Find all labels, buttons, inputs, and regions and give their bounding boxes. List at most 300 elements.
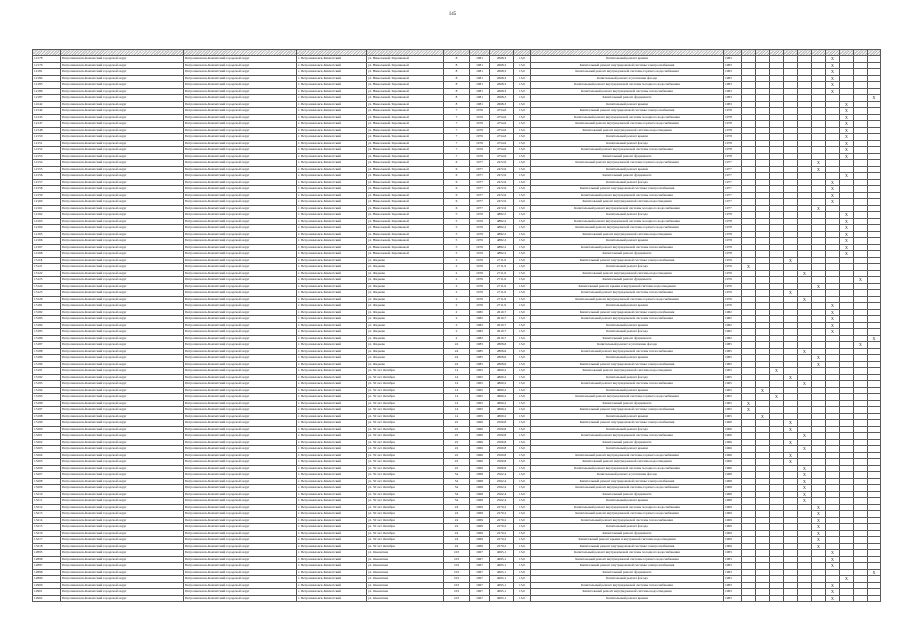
cost-cell: 15,0 bbox=[514, 134, 531, 141]
period-mark-cell: X bbox=[798, 270, 812, 277]
street-cell: ул. Николаевой-Терешковой bbox=[367, 225, 444, 232]
area-cell: 4754,6 bbox=[490, 140, 514, 147]
period-mark-cell: X bbox=[826, 62, 840, 69]
locality-cell: г. Петропавловск-Камчатский bbox=[297, 595, 367, 602]
street-cell: ул. Николаевой-Терешковой bbox=[367, 231, 444, 238]
locality-cell: г. Петропавловск-Камчатский bbox=[297, 264, 367, 271]
plan-year-cell: 1965 bbox=[724, 413, 742, 420]
period-mark-cell: X bbox=[798, 498, 812, 505]
locality-cell: г. Петропавловск-Камчатский bbox=[297, 316, 367, 323]
area-cell: 2472,6 bbox=[490, 179, 514, 186]
work-type-cell: Капитальный ремонт фундамента bbox=[531, 153, 724, 160]
period-mark-cell bbox=[742, 595, 756, 602]
district-cell: Петропавловск-Камчатский городской округ bbox=[61, 433, 184, 440]
construction-year-cell: 1976 bbox=[470, 231, 490, 238]
house-number-cell: 7 bbox=[444, 153, 470, 160]
plan-year-cell: 1978 bbox=[724, 147, 742, 154]
house-number-cell: 54 bbox=[444, 472, 470, 479]
street-cell: ул. Фадеева bbox=[367, 329, 444, 336]
plan-year-cell: 1983 bbox=[724, 75, 742, 82]
plan-year-cell: 1965 bbox=[724, 407, 742, 414]
work-type-cell: Капитальный ремонт и утепление фасада bbox=[531, 75, 724, 82]
work-type-cell: Капитальный ремонт внутридомовой системы горячего водоснабжения bbox=[531, 452, 724, 459]
period-mark-cell bbox=[812, 595, 826, 602]
period-mark-cell: X bbox=[826, 556, 840, 563]
locality-cell: г. Петропавловск-Камчатский bbox=[297, 361, 367, 368]
work-type-cell: Капитальный ремонт крыши bbox=[531, 134, 724, 141]
locality-cell: г. Петропавловск-Камчатский bbox=[297, 95, 367, 102]
locality-cell: г. Петропавловск-Камчатский bbox=[297, 192, 367, 199]
district-cell: Петропавловск-Камчатский городской округ bbox=[61, 524, 184, 531]
municipality-cell: Петропавловск-Камчатский городской округ bbox=[184, 348, 297, 355]
district-cell: Петропавловск-Камчатский городской округ bbox=[61, 140, 184, 147]
house-number-cell: 5 bbox=[444, 244, 470, 251]
house-number-cell: 8 bbox=[444, 88, 470, 95]
work-type-cell: Капитальный ремонт фасада bbox=[531, 264, 724, 271]
work-type-cell: Капитальный ремонт фундамента bbox=[531, 439, 724, 446]
construction-year-cell: 1965 bbox=[470, 387, 490, 394]
area-cell: 2711,9 bbox=[490, 290, 514, 297]
construction-year-cell: 1976 bbox=[470, 270, 490, 277]
work-type-cell: Капитальный ремонт фундамента bbox=[531, 335, 724, 342]
work-type-cell: Капитальный ремонт внутридомовой системы теплоснабжения bbox=[531, 88, 724, 95]
construction-year-cell: 1969 bbox=[470, 537, 490, 544]
plan-year-cell: 1978 bbox=[724, 127, 742, 134]
district-cell: Петропавловск-Камчатский городской округ bbox=[61, 413, 184, 420]
area-cell: 2711,9 bbox=[490, 277, 514, 284]
construction-year-cell: 1976 bbox=[470, 264, 490, 271]
area-cell: 2610,7 bbox=[490, 322, 514, 329]
period-mark-cell: X bbox=[784, 426, 798, 433]
cost-cell: 15,0 bbox=[514, 257, 531, 264]
period-mark-cell: X bbox=[784, 257, 798, 264]
area-cell: 2270,2 bbox=[490, 511, 514, 518]
record-id-cell: 13121 bbox=[33, 264, 61, 271]
period-mark-cell: X bbox=[826, 563, 840, 570]
record-id-cell: 12166 bbox=[33, 238, 61, 245]
district-cell: Петропавловск-Камчатский городской округ bbox=[61, 264, 184, 271]
locality-cell: г. Петропавловск-Камчатский bbox=[297, 387, 367, 394]
construction-year-cell: 1976 bbox=[470, 127, 490, 134]
cost-cell: 15,0 bbox=[514, 563, 531, 570]
street-cell: ул. 50 лет Октября bbox=[367, 387, 444, 394]
plan-year-cell: 1983 bbox=[724, 56, 742, 63]
street-cell: ул. Николаевой-Терешковой bbox=[367, 127, 444, 134]
plan-year-cell: 1983 bbox=[724, 589, 742, 596]
plan-year-cell: 1977 bbox=[724, 186, 742, 193]
municipality-cell: Петропавловск-Камчатский городской округ bbox=[184, 589, 297, 596]
plan-year-cell: 1983 bbox=[724, 82, 742, 89]
cost-cell: 15,0 bbox=[514, 251, 531, 258]
work-type-cell: Капитальный ремонт внутридомовой системы теплоснабжения bbox=[531, 290, 724, 297]
record-id-cell: 13215 bbox=[33, 524, 61, 531]
record-id-cell: 13202 bbox=[33, 439, 61, 446]
period-mark-cell: X bbox=[840, 101, 854, 108]
house-number-cell: 7 bbox=[444, 134, 470, 141]
record-id-cell: 13199 bbox=[33, 420, 61, 427]
work-type-cell: Капитальный ремонт крыши bbox=[531, 498, 724, 505]
house-number-cell: 24 bbox=[444, 524, 470, 531]
construction-year-cell: 1965 bbox=[470, 374, 490, 381]
plan-year-cell: 1982 bbox=[724, 335, 742, 342]
house-number-cell: 22 bbox=[444, 420, 470, 427]
cost-cell: 15,0 bbox=[514, 160, 531, 167]
work-type-cell: Капитальный ремонт крыши bbox=[531, 166, 724, 173]
area-cell: 2668,3 bbox=[490, 75, 514, 82]
locality-cell: г. Петропавловск-Камчатский bbox=[297, 108, 367, 115]
locality-cell: г. Петропавловск-Камчатский bbox=[297, 277, 367, 284]
work-type-cell: Капитальный ремонт внутридомовой системы теплоснабжения bbox=[531, 316, 724, 323]
work-type-cell: Капитальный ремонт фундамента bbox=[531, 491, 724, 498]
cost-cell: 15,0 bbox=[514, 329, 531, 336]
cost-cell: 15,0 bbox=[514, 173, 531, 180]
house-number-cell: 6 bbox=[444, 199, 470, 206]
record-id-cell: 13187 bbox=[33, 342, 61, 349]
street-cell: ул. 50 лет Октября bbox=[367, 485, 444, 492]
construction-year-cell: 1976 bbox=[470, 244, 490, 251]
plan-year-cell: 1978 bbox=[724, 134, 742, 141]
cost-cell: 15,0 bbox=[514, 56, 531, 63]
municipality-cell: Петропавловск-Камчатский городской округ bbox=[184, 355, 297, 362]
period-mark-cell: X bbox=[854, 342, 868, 349]
house-number-cell: 14 bbox=[444, 368, 470, 375]
municipality-cell: Петропавловск-Камчатский городской округ bbox=[184, 335, 297, 342]
record-id-cell: 13196 bbox=[33, 400, 61, 407]
area-cell: 4860,2 bbox=[490, 400, 514, 407]
house-number-cell: 24 bbox=[444, 361, 470, 368]
page-number: 145 bbox=[448, 12, 457, 17]
work-type-cell: Капитальный ремонт внутридомовой системы водоотведения bbox=[531, 199, 724, 206]
street-cell: ул. Николаевой-Терешковой bbox=[367, 69, 444, 76]
period-mark-cell: X bbox=[826, 75, 840, 82]
period-mark-cell: X bbox=[812, 511, 826, 518]
area-cell: 4754,6 bbox=[490, 153, 514, 160]
street-cell: ул. Николаевой-Терешковой bbox=[367, 186, 444, 193]
work-type-cell: Капитальный ремонт крыши bbox=[531, 56, 724, 63]
work-type-cell: Капитальный ремонт внутридомовой системы горячего водоснабжения bbox=[531, 556, 724, 563]
record-id-cell: 13126 bbox=[33, 296, 61, 303]
locality-cell: г. Петропавловск-Камчатский bbox=[297, 329, 367, 336]
cost-cell: 15,0 bbox=[514, 374, 531, 381]
house-number-cell: 103 bbox=[444, 563, 470, 570]
district-cell: Петропавловск-Камчатский городской округ bbox=[61, 576, 184, 583]
district-cell: Петропавловск-Камчатский городской округ bbox=[61, 381, 184, 388]
street-cell: ул. 50 лет Октября bbox=[367, 381, 444, 388]
cost-cell: 15,0 bbox=[514, 283, 531, 290]
street-cell: ул. 50 лет Октября bbox=[367, 368, 444, 375]
plan-year-cell: 1983 bbox=[724, 95, 742, 102]
municipality-cell: Петропавловск-Камчатский городской округ bbox=[184, 459, 297, 466]
municipality-cell: Петропавловск-Камчатский городской округ bbox=[184, 277, 297, 284]
work-type-cell: Капитальный ремонт фасада bbox=[531, 426, 724, 433]
construction-year-cell: 1981 bbox=[470, 75, 490, 82]
house-number-cell: 8 bbox=[444, 69, 470, 76]
district-cell: Петропавловск-Камчатский городской округ bbox=[61, 387, 184, 394]
area-cell: 2562,4 bbox=[490, 472, 514, 479]
period-mark-cell: X bbox=[840, 576, 854, 583]
record-id-cell: 13213 bbox=[33, 511, 61, 518]
area-cell: 4695,1 bbox=[490, 576, 514, 583]
district-cell: Петропавловск-Камчатский городской округ bbox=[61, 569, 184, 576]
locality-cell: г. Петропавловск-Камчатский bbox=[297, 121, 367, 128]
construction-year-cell: 1969 bbox=[470, 504, 490, 511]
area-cell: 4882,2 bbox=[490, 238, 514, 245]
area-cell: 2560,8 bbox=[490, 426, 514, 433]
record-id-cell: 13197 bbox=[33, 407, 61, 414]
locality-cell: г. Петропавловск-Камчатский bbox=[297, 75, 367, 82]
period-mark-cell: X bbox=[840, 127, 854, 134]
district-cell: Петропавловск-Камчатский городской округ bbox=[61, 134, 184, 141]
municipality-cell: Петропавловск-Камчатский городской округ bbox=[184, 82, 297, 89]
municipality-cell: Петропавловск-Камчатский городской округ bbox=[184, 264, 297, 271]
record-id-cell: 12187 bbox=[33, 95, 61, 102]
construction-year-cell: 1982 bbox=[470, 309, 490, 316]
cost-cell: 15,0 bbox=[514, 517, 531, 524]
record-id-cell: 13193 bbox=[33, 381, 61, 388]
municipality-cell: Петропавловск-Камчатский городской округ bbox=[184, 374, 297, 381]
construction-year-cell: 1976 bbox=[470, 296, 490, 303]
period-mark-cell: X bbox=[812, 160, 826, 167]
district-cell: Петропавловск-Камчатский городской округ bbox=[61, 75, 184, 82]
municipality-cell: Петропавловск-Камчатский городской округ bbox=[184, 400, 297, 407]
area-cell: 4754,6 bbox=[490, 114, 514, 121]
plan-year-cell: 1968 bbox=[724, 498, 742, 505]
area-cell: 2562,4 bbox=[490, 491, 514, 498]
plan-year-cell: 1976 bbox=[724, 290, 742, 297]
construction-year-cell: 1977 bbox=[470, 160, 490, 167]
record-id-cell: 13123 bbox=[33, 277, 61, 284]
locality-cell: г. Петропавловск-Камчатский bbox=[297, 140, 367, 147]
period-mark-cell: X bbox=[840, 251, 854, 258]
work-type-cell: Капитальный ремонт внутридомовой системы теплоснабжения bbox=[531, 348, 724, 355]
locality-cell: г. Петропавловск-Камчатский bbox=[297, 270, 367, 277]
locality-cell: г. Петропавловск-Камчатский bbox=[297, 225, 367, 232]
house-number-cell: 14 bbox=[444, 400, 470, 407]
district-cell: Петропавловск-Камчатский городской округ bbox=[61, 589, 184, 596]
plan-year-cell: 1978 bbox=[724, 225, 742, 232]
area-cell: 4860,2 bbox=[490, 413, 514, 420]
locality-cell: г. Петропавловск-Камчатский bbox=[297, 563, 367, 570]
locality-cell: г. Петропавловск-Камчатский bbox=[297, 491, 367, 498]
house-number-cell: 5 bbox=[444, 231, 470, 238]
construction-year-cell: 1967 bbox=[470, 569, 490, 576]
house-number-cell: 7 bbox=[444, 108, 470, 115]
record-id-cell: 12156 bbox=[33, 173, 61, 180]
district-cell: Петропавловск-Камчатский городской округ bbox=[61, 153, 184, 160]
record-id-cell: 12167 bbox=[33, 244, 61, 251]
municipality-cell: Петропавловск-Камчатский городской округ bbox=[184, 485, 297, 492]
plan-year-cell: 1976 bbox=[724, 296, 742, 303]
area-cell: 4695,1 bbox=[490, 569, 514, 576]
cost-cell: 15,0 bbox=[514, 309, 531, 316]
period-mark-cell: X bbox=[868, 95, 881, 102]
cost-cell: 15,0 bbox=[514, 420, 531, 427]
work-type-cell: Капитальный ремонт фундамента bbox=[531, 400, 724, 407]
period-mark-cell: X bbox=[826, 329, 840, 336]
plan-year-cell: 1983 bbox=[724, 101, 742, 108]
house-number-cell: 103 bbox=[444, 550, 470, 557]
cost-cell: 15,0 bbox=[514, 407, 531, 414]
period-mark-cell: X bbox=[812, 530, 826, 537]
area-cell: 4695,1 bbox=[490, 595, 514, 602]
locality-cell: г. Петропавловск-Камчатский bbox=[297, 556, 367, 563]
period-mark-cell: X bbox=[812, 361, 826, 368]
street-cell: ул. 50 лет Октября bbox=[367, 543, 444, 550]
construction-year-cell: 1976 bbox=[470, 257, 490, 264]
plan-year-cell: 1969 bbox=[724, 530, 742, 537]
locality-cell: г. Петропавловск-Камчатский bbox=[297, 524, 367, 531]
district-cell: Петропавловск-Камчатский городской округ bbox=[61, 95, 184, 102]
municipality-cell: Петропавловск-Камчатский городской округ bbox=[184, 296, 297, 303]
street-cell: ул. Фадеева bbox=[367, 277, 444, 284]
work-type-cell: Капитальный ремонт внутридомовой системы теплоснабжения bbox=[531, 517, 724, 524]
house-number-cell: 22 bbox=[444, 465, 470, 472]
period-mark-cell: X bbox=[840, 114, 854, 121]
record-id-cell: 12162 bbox=[33, 212, 61, 219]
district-cell: Петропавловск-Камчатский городской округ bbox=[61, 329, 184, 336]
house-number-cell: 24 bbox=[444, 543, 470, 550]
plan-year-cell: 1969 bbox=[724, 504, 742, 511]
cost-cell: 15,0 bbox=[514, 361, 531, 368]
construction-year-cell: 1982 bbox=[470, 329, 490, 336]
street-cell: ул. Океанская bbox=[367, 556, 444, 563]
cost-cell: 15,0 bbox=[514, 394, 531, 401]
municipality-cell: Петропавловск-Камчатский городской округ bbox=[184, 316, 297, 323]
municipality-cell: Петропавловск-Камчатский городской округ bbox=[184, 537, 297, 544]
district-cell: Петропавловск-Камчатский городской округ bbox=[61, 420, 184, 427]
house-number-cell: 2 bbox=[444, 277, 470, 284]
record-id-cell: 12157 bbox=[33, 179, 61, 186]
cost-cell: 15,0 bbox=[514, 446, 531, 453]
construction-year-cell: 1965 bbox=[470, 368, 490, 375]
area-cell: 2270,2 bbox=[490, 537, 514, 544]
cost-cell: 15,0 bbox=[514, 582, 531, 589]
record-id-cell: 12163 bbox=[33, 218, 61, 225]
area-cell: 2472,6 bbox=[490, 192, 514, 199]
street-cell: ул. Николаевой-Терешковой bbox=[367, 205, 444, 212]
plan-year-cell: 1977 bbox=[724, 173, 742, 180]
municipality-cell: Петропавловск-Камчатский городской округ bbox=[184, 407, 297, 414]
house-number-cell: 6 bbox=[444, 186, 470, 193]
construction-year-cell: 1968 bbox=[470, 485, 490, 492]
area-cell: 2668,3 bbox=[490, 101, 514, 108]
plan-year-cell: 1965 bbox=[724, 381, 742, 388]
cost-cell: 15,0 bbox=[514, 179, 531, 186]
plan-year-cell: 1965 bbox=[724, 374, 742, 381]
street-cell: ул. Николаевой-Терешковой bbox=[367, 114, 444, 121]
period-mark-cell: X bbox=[742, 400, 756, 407]
locality-cell: г. Петропавловск-Камчатский bbox=[297, 400, 367, 407]
construction-year-cell: 1969 bbox=[470, 530, 490, 537]
work-type-cell: Капитальный ремонт фасада bbox=[531, 179, 724, 186]
record-id-cell: 13211 bbox=[33, 498, 61, 505]
house-number-cell: 5 bbox=[444, 238, 470, 245]
construction-year-cell: 1985 bbox=[470, 348, 490, 355]
locality-cell: г. Петропавловск-Камчатский bbox=[297, 420, 367, 427]
municipality-cell: Петропавловск-Камчатский городской округ bbox=[184, 446, 297, 453]
municipality-cell: Петропавловск-Камчатский городской округ bbox=[184, 413, 297, 420]
locality-cell: г. Петропавловск-Камчатский bbox=[297, 153, 367, 160]
street-cell: ул. Фадеева bbox=[367, 348, 444, 355]
plan-year-cell: 1977 bbox=[724, 205, 742, 212]
street-cell: ул. Николаевой-Терешковой bbox=[367, 238, 444, 245]
district-cell: Петропавловск-Камчатский городской округ bbox=[61, 394, 184, 401]
record-id-cell: 13194 bbox=[33, 387, 61, 394]
record-id-cell: 13206 bbox=[33, 465, 61, 472]
period-mark-cell: X bbox=[868, 335, 881, 342]
municipality-cell: Петропавловск-Камчатский городской округ bbox=[184, 433, 297, 440]
locality-cell: г. Петропавловск-Камчатский bbox=[297, 309, 367, 316]
area-cell: 2808,6 bbox=[490, 348, 514, 355]
locality-cell: г. Петропавловск-Камчатский bbox=[297, 199, 367, 206]
locality-cell: г. Петропавловск-Камчатский bbox=[297, 439, 367, 446]
district-cell: Петропавловск-Камчатский городской округ bbox=[61, 69, 184, 76]
municipality-cell: Петропавловск-Камчатский городской округ bbox=[184, 563, 297, 570]
cost-cell: 15,0 bbox=[514, 75, 531, 82]
street-cell: ул. 50 лет Октября bbox=[367, 452, 444, 459]
street-cell: ул. 50 лет Октября bbox=[367, 426, 444, 433]
record-id-cell: 12900 bbox=[33, 582, 61, 589]
area-cell: 4882,2 bbox=[490, 231, 514, 238]
work-type-cell: Капитальный ремонт внутридомовой системы электроснабжения bbox=[531, 563, 724, 570]
plan-year-cell: 1966 bbox=[724, 426, 742, 433]
street-cell: ул. Океанская bbox=[367, 589, 444, 596]
locality-cell: г. Петропавловск-Камчатский bbox=[297, 88, 367, 95]
area-cell: 4754,6 bbox=[490, 134, 514, 141]
work-type-cell: Капитальный ремонт внутридомовой системы водоотведения bbox=[531, 127, 724, 134]
record-id-cell: 13185 bbox=[33, 329, 61, 336]
house-number-cell: 5 bbox=[444, 225, 470, 232]
period-mark-cell: X bbox=[840, 173, 854, 180]
work-type-cell: Капитальный ремонт крыши bbox=[531, 387, 724, 394]
area-cell: 4695,1 bbox=[490, 582, 514, 589]
street-cell: ул. Николаевой-Терешковой bbox=[367, 212, 444, 219]
cost-cell: 15,0 bbox=[514, 82, 531, 89]
street-cell: ул. Николаевой-Терешковой bbox=[367, 82, 444, 89]
work-type-cell: Капитальный ремонт крыши и внутренней системы водоотведения bbox=[531, 537, 724, 544]
work-type-cell: Капитальный ремонт крыши bbox=[531, 303, 724, 310]
period-mark-cell: X bbox=[812, 517, 826, 524]
locality-cell: г. Петропавловск-Камчатский bbox=[297, 160, 367, 167]
work-type-cell: Капитальный ремонт внутридомовой системы теплоснабжения bbox=[531, 381, 724, 388]
house-number-cell: 7 bbox=[444, 114, 470, 121]
house-number-cell: 24 bbox=[444, 517, 470, 524]
municipality-cell: Петропавловск-Камчатский городской округ bbox=[184, 517, 297, 524]
house-number-cell: 103 bbox=[444, 569, 470, 576]
district-cell: Петропавловск-Камчатский городской округ bbox=[61, 426, 184, 433]
municipality-cell: Петропавловск-Камчатский городской округ bbox=[184, 550, 297, 557]
period-mark-cell: X bbox=[826, 550, 840, 557]
work-type-cell: Капитальный ремонт крыши bbox=[531, 595, 724, 602]
construction-year-cell: 1965 bbox=[470, 413, 490, 420]
locality-cell: г. Петропавловск-Камчатский bbox=[297, 589, 367, 596]
municipality-cell: Петропавловск-Камчатский городской округ bbox=[184, 238, 297, 245]
locality-cell: г. Петропавловск-Камчатский bbox=[297, 550, 367, 557]
construction-year-cell: 1976 bbox=[470, 153, 490, 160]
cost-cell: 15,0 bbox=[514, 101, 531, 108]
construction-year-cell: 1976 bbox=[470, 134, 490, 141]
district-cell: Петропавловск-Камчатский городской округ bbox=[61, 407, 184, 414]
locality-cell: г. Петропавловск-Камчатский bbox=[297, 569, 367, 576]
work-type-cell: Капитальный ремонт фундамента bbox=[531, 277, 724, 284]
district-cell: Петропавловск-Камчатский городской округ bbox=[61, 108, 184, 115]
area-cell: 2711,9 bbox=[490, 296, 514, 303]
construction-year-cell: 1977 bbox=[470, 173, 490, 180]
area-cell: 2668,3 bbox=[490, 95, 514, 102]
work-type-cell: Капитальный ремонт внутридомовой системы электроснабжения bbox=[531, 62, 724, 69]
municipality-cell: Петропавловск-Камчатский городской округ bbox=[184, 199, 297, 206]
area-cell: 4860,2 bbox=[490, 387, 514, 394]
